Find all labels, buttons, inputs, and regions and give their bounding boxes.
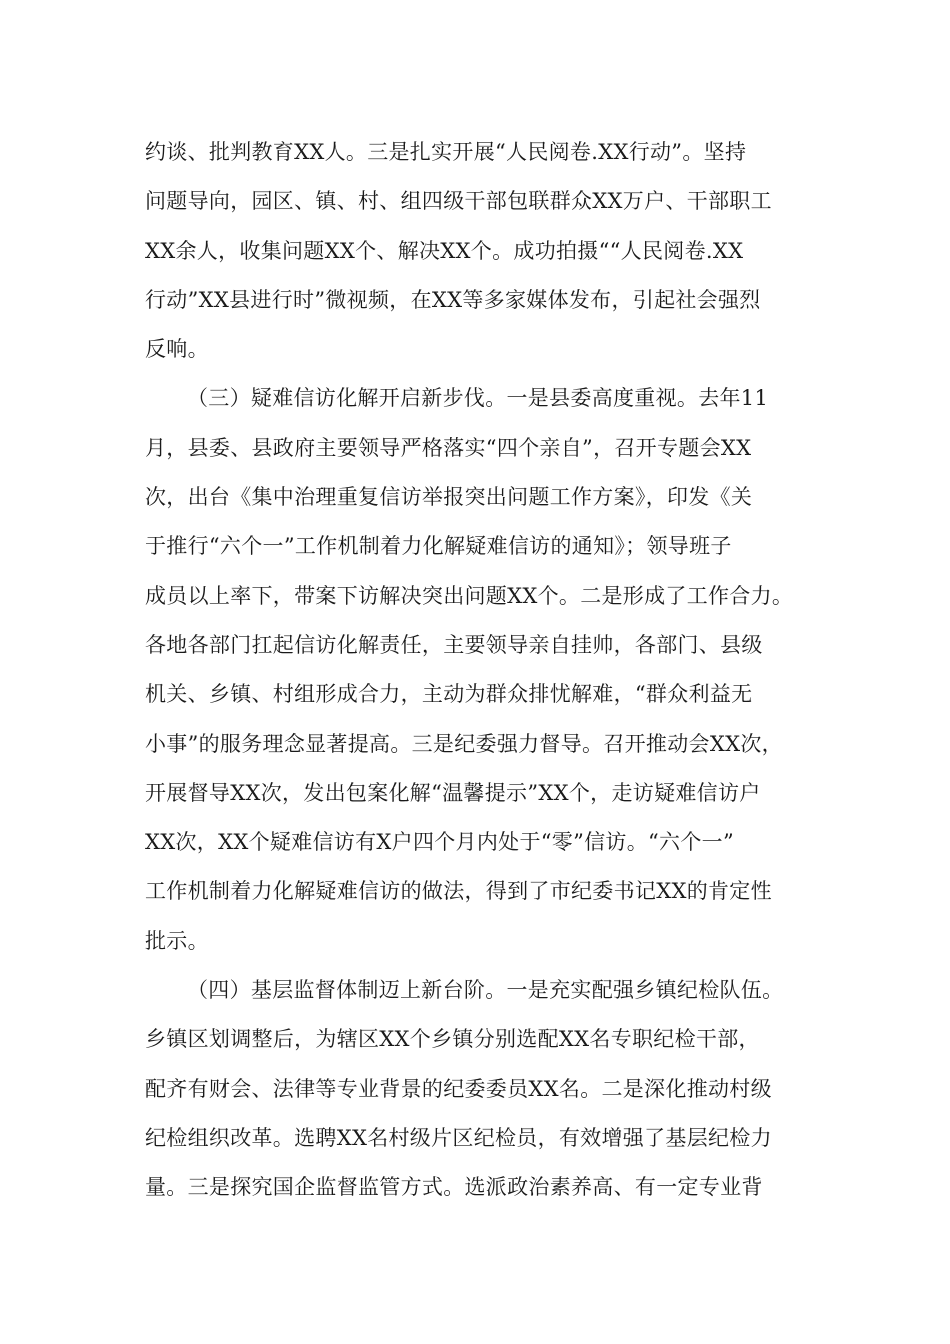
text-line: 于推行“六个一”工作机制着力化解疑难信访的通知》；领导班子 — [145, 534, 732, 559]
text-line: XX余人，收集问题XX个、解决XX个。成功拍摄““人民阅卷.XX — [145, 238, 744, 263]
text-line: 量。三是探究国企监督监管方式。选派政治素养高、有一定专业背 — [145, 1175, 763, 1200]
text-line: 反响。 — [145, 337, 209, 362]
text-line: 机关、乡镇、村组形成合力，主动为群众排忧解难，“群众利益无 — [145, 682, 753, 707]
text-line: 配齐有财会、法律等专业背景的纪委委员XX名。二是深化推动村级 — [145, 1076, 772, 1101]
text-line: 工作机制着力化解疑难信访的做法，得到了市纪委书记XX的肯定性 — [145, 879, 772, 904]
text-line: XX次，XX个疑难信访有X户四个月内处于“零”信访。“六个一” — [145, 830, 734, 855]
text-line: 行动”XX县进行时”微视频，在XX等多家媒体发布，引起社会强烈 — [145, 287, 761, 312]
text-line: 月，县委、县政府主要领导严格落实“四个亲自”，召开专题会XX — [145, 435, 752, 460]
text-line: 批示。 — [145, 928, 209, 953]
text-line: 问题导向，园区、镇、村、组四级干部包联群众XX万户、干部职工 — [145, 189, 772, 214]
text-line: 约谈、批判教育XX人。三是扎实开展“人民阅卷.XX行动”。坚持 — [145, 140, 747, 164]
body-text — [145, 128, 810, 1213]
text-line: 纪检组织改革。选聘XX名村级片区纪检员，有效增强了基层纪检力 — [145, 1125, 772, 1150]
text-line: 小事”的服务理念显著提高。三是纪委强力督导。召开推动会XX次， — [145, 731, 783, 756]
text-line: 开展督导XX次，发出包案化解“温馨提示”XX个，走访疑难信访户 — [145, 780, 761, 805]
text-line: 次，出台《集中治理重复信访举报突出问题工作方案》，印发《关 — [145, 485, 753, 510]
text-line: 乡镇区划调整后，为辖区XX个乡镇分别选配XX名专职纪检干部， — [145, 1027, 760, 1052]
section-heading-line: （四）基层监督体制迈上新台阶。一是充实配强乡镇纪检队伍。 — [187, 978, 784, 1003]
section-heading-line: （三）疑难信访化解开启新步伐。一是县委高度重视。去年11 — [187, 386, 769, 411]
text-line: 成员以上率下，带案下访解决突出问题XX个。二是形成了工作合力。 — [145, 583, 794, 608]
text-line: 各地各部门扛起信访化解责任，主要领导亲自挂帅，各部门、县级 — [145, 632, 763, 657]
